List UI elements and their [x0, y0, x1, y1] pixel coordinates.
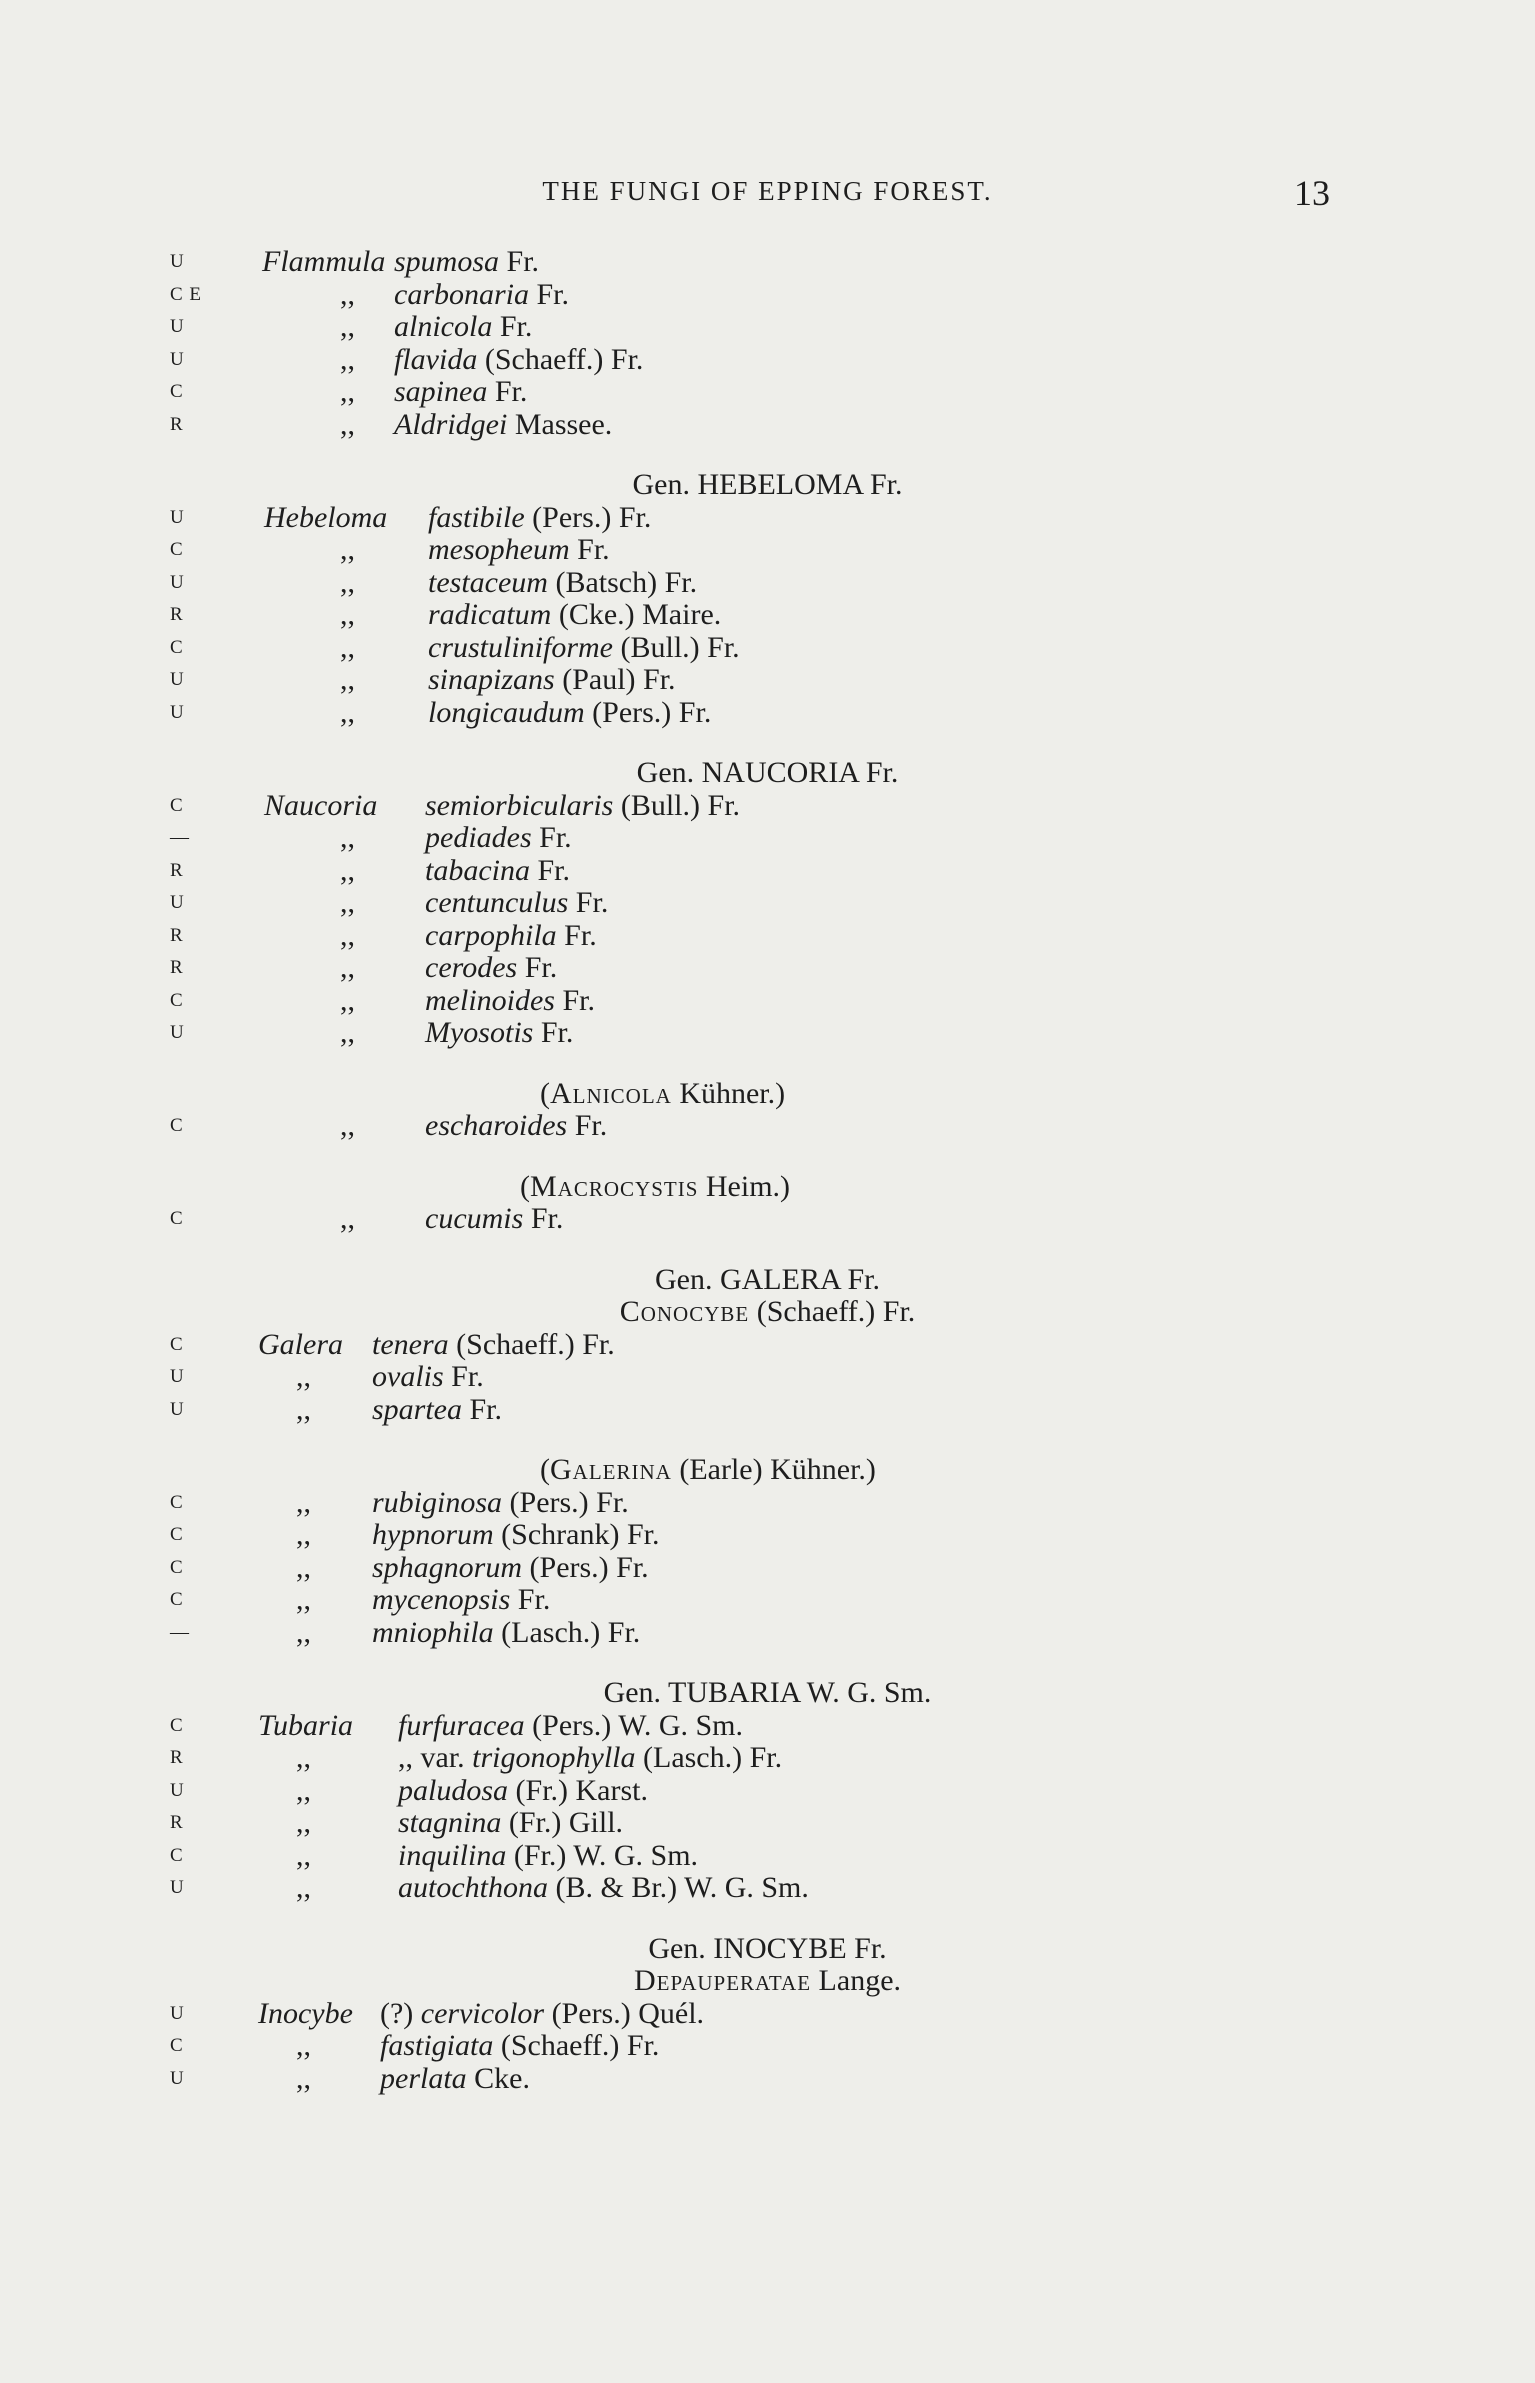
- genus-name: Flammula: [262, 245, 386, 278]
- ditto-mark: ,,: [296, 2029, 311, 2062]
- ditto-mark: ,,: [340, 310, 355, 343]
- species-list: [0, 246, 1535, 2095]
- species-epithet: spumosa: [394, 245, 500, 278]
- author-citation: (Bull.) Fr.: [620, 788, 741, 822]
- author-citation: (Paul) Fr.: [562, 663, 676, 696]
- species-entry: [0, 246, 1535, 279]
- frequency-code: C E: [170, 283, 203, 305]
- species-entry: [0, 790, 1535, 823]
- species-entry: [0, 1017, 1535, 1050]
- subgenus-name: Conocybe: [619, 1295, 750, 1328]
- genus-heading-line: [0, 1264, 1535, 1297]
- species-text: [398, 1710, 743, 1743]
- subgenus-heading: [0, 1965, 1535, 1998]
- author-citation: Fr.: [562, 983, 596, 1017]
- species-text: [398, 1807, 623, 1840]
- species-text: [394, 344, 643, 377]
- genus-heading: Gen. HEBELOMA Fr.: [632, 468, 903, 501]
- genus-heading-line: [0, 469, 1535, 502]
- species-epithet: perlata: [380, 2061, 467, 2095]
- species-text: [428, 632, 740, 665]
- frequency-code: U: [170, 1366, 185, 1387]
- author-citation: Fr.: [517, 1583, 551, 1616]
- section-gap: [0, 1236, 1535, 1264]
- subgenus-author: Lange.: [818, 1964, 902, 1997]
- species-epithet: melinoides: [425, 983, 555, 1017]
- ditto-mark: ,,: [340, 853, 355, 887]
- ditto-mark: ,,: [296, 1838, 311, 1872]
- species-entry: [0, 1807, 1535, 1840]
- genus-name: Inocybe: [258, 1996, 353, 2030]
- ditto-mark: ,,: [296, 1518, 311, 1551]
- species-entry: [0, 887, 1535, 920]
- species-entry: [0, 311, 1535, 344]
- species-epithet: sphagnorum: [372, 1550, 523, 1584]
- qualifier: (?): [380, 1996, 414, 2030]
- ditto-mark: ,,: [340, 886, 355, 919]
- ditto-mark: ,,: [340, 565, 355, 599]
- author-citation: Fr.: [574, 1109, 608, 1142]
- species-entry: [0, 822, 1535, 855]
- species-entry: [0, 1742, 1535, 1775]
- species-entry: [0, 1329, 1535, 1362]
- frequency-code: R: [170, 859, 184, 881]
- author-citation: (Lasch.) Fr.: [501, 1615, 641, 1649]
- author-citation: Fr.: [506, 245, 540, 278]
- species-text: [380, 2063, 530, 2096]
- ditto-mark: ,,: [340, 951, 355, 984]
- author-citation: Fr.: [499, 310, 533, 343]
- subgenus-heading-line: [0, 1078, 1535, 1111]
- running-head: THE FUNGI OF EPPING FOREST.: [542, 176, 993, 206]
- species-epithet: ovalis: [372, 1360, 444, 1393]
- species-text: [394, 279, 569, 312]
- section-gap: [0, 441, 1535, 469]
- species-entry: [0, 534, 1535, 567]
- ditto-mark: ,,: [340, 277, 355, 311]
- species-epithet: carpophila: [425, 918, 557, 952]
- species-entry: [0, 1710, 1535, 1743]
- author-citation: (Lasch.) Fr.: [643, 1741, 783, 1774]
- subgenus-heading-line: [0, 1965, 1535, 1998]
- frequency-code: U: [170, 348, 185, 370]
- species-entry: [0, 279, 1535, 312]
- author-citation: Fr.: [524, 951, 558, 984]
- genus-heading: Gen. INOCYBE Fr.: [648, 1931, 887, 1965]
- species-epithet: stagnina: [398, 1806, 502, 1839]
- species-entry: [0, 344, 1535, 377]
- author-citation: Cke.: [474, 2061, 530, 2095]
- author-citation: (Fr.) Gill.: [508, 1806, 624, 1839]
- frequency-code: U: [170, 506, 185, 528]
- subgenus-heading-line: [0, 1171, 1535, 1204]
- species-text: [394, 409, 612, 442]
- species-epithet: cervicolor: [420, 1996, 545, 2030]
- author-citation: Fr.: [575, 886, 609, 919]
- frequency-code: —: [170, 1621, 190, 1643]
- author-citation: (Schaeff.) Fr.: [500, 2029, 660, 2062]
- species-epithet: tabacina: [425, 853, 530, 887]
- species-text: [372, 1617, 640, 1650]
- ditto-mark: ,,: [296, 2061, 311, 2095]
- species-epithet: spartea: [372, 1392, 462, 1426]
- frequency-code: C: [170, 1115, 184, 1136]
- species-text: [428, 697, 711, 730]
- frequency-code: U: [170, 1398, 185, 1420]
- subgenus-heading-line: [0, 1454, 1535, 1487]
- species-epithet: mycenopsis: [372, 1583, 511, 1616]
- species-text: [372, 1487, 629, 1520]
- author-citation: (Batsch) Fr.: [555, 565, 698, 599]
- frequency-code: C: [170, 1844, 184, 1866]
- subgenus-name: Macrocystis: [530, 1169, 699, 1203]
- species-epithet: centunculus: [425, 886, 569, 919]
- page-number: 13: [1294, 173, 1330, 213]
- species-epithet: furfuracea: [398, 1708, 525, 1742]
- species-epithet: alnicola: [394, 310, 493, 343]
- species-text: [425, 790, 740, 823]
- species-epithet: cerodes: [425, 951, 518, 984]
- genus-name: Tubaria: [258, 1708, 354, 1742]
- section-gap: [0, 1143, 1535, 1171]
- author-citation: (Schaeff.) Fr.: [484, 342, 644, 376]
- frequency-code: U: [170, 2067, 185, 2089]
- frequency-code: C: [170, 539, 184, 560]
- frequency-code: C: [170, 636, 184, 658]
- author-citation: (B. & Br.) W. G. Sm.: [555, 1871, 809, 1904]
- species-entry: [0, 409, 1535, 442]
- species-text: [425, 887, 608, 920]
- species-epithet: trigonophylla: [472, 1741, 636, 1774]
- ditto-mark: ,,: [340, 630, 355, 664]
- frequency-code: R: [170, 924, 184, 946]
- species-text: [425, 985, 595, 1018]
- ditto-mark: ,,: [340, 983, 355, 1017]
- species-text: [425, 1110, 607, 1143]
- frequency-code: U: [170, 2002, 185, 2024]
- frequency-code: C: [170, 989, 184, 1011]
- ditto-mark: ,,: [340, 533, 355, 566]
- species-text: [372, 1329, 615, 1362]
- species-epithet: flavida: [394, 342, 478, 376]
- species-epithet: crustuliniforme: [428, 630, 613, 664]
- subgenus-name: Depauperatae: [633, 1964, 812, 1997]
- species-entry: [0, 952, 1535, 985]
- species-entry: [0, 1394, 1535, 1427]
- species-entry: [0, 1840, 1535, 1873]
- frequency-code: R: [170, 604, 184, 625]
- ditto-mark: ,,: [296, 1392, 311, 1426]
- species-entry: [0, 1519, 1535, 1552]
- species-epithet: carbonaria: [394, 277, 529, 311]
- ditto-mark: ,,: [340, 663, 355, 696]
- ditto-mark: ,,: [340, 342, 355, 376]
- species-entry: [0, 2063, 1535, 2096]
- species-epithet: Myosotis: [425, 1016, 534, 1049]
- frequency-code: R: [170, 1812, 184, 1833]
- genus-name: Naucoria: [264, 788, 378, 822]
- ditto-mark: ,,: [340, 1202, 355, 1235]
- frequency-code: U: [170, 701, 185, 723]
- species-text: [425, 855, 570, 888]
- species-entry: [0, 1998, 1535, 2031]
- species-text: [380, 1998, 704, 2031]
- frequency-code: R: [170, 957, 184, 978]
- species-text: [372, 1584, 550, 1617]
- frequency-code: C: [170, 1333, 184, 1355]
- author-citation: Massee.: [514, 407, 613, 441]
- species-text: [425, 1017, 573, 1050]
- frequency-code: —: [170, 827, 190, 848]
- species-entry: [0, 2030, 1535, 2063]
- author-citation: (Pers.) W. G. Sm.: [532, 1708, 744, 1742]
- species-entry: [0, 1872, 1535, 1905]
- species-text: [372, 1519, 659, 1552]
- frequency-code: C: [170, 1589, 184, 1610]
- species-text: [394, 246, 539, 279]
- author-citation: Fr.: [536, 277, 570, 311]
- species-entry: [0, 1361, 1535, 1394]
- species-text: [394, 376, 527, 409]
- frequency-code: R: [170, 413, 184, 435]
- species-epithet: fastibile: [428, 500, 525, 534]
- author-citation: (Fr.) Karst.: [515, 1773, 648, 1807]
- ditto-mark: ,,: [296, 1615, 311, 1649]
- species-entry: [0, 376, 1535, 409]
- frequency-code: C: [170, 1524, 184, 1545]
- author-citation: Fr.: [451, 1360, 484, 1393]
- frequency-code: C: [170, 1714, 184, 1736]
- frequency-code: U: [170, 571, 185, 593]
- species-epithet: sinapizans: [428, 663, 555, 696]
- species-text: [372, 1552, 649, 1585]
- author-citation: Fr.: [494, 375, 528, 408]
- section-gap: [0, 1426, 1535, 1454]
- author-citation: Fr.: [539, 821, 572, 854]
- author-citation: (Fr.) W. G. Sm.: [513, 1838, 699, 1872]
- frequency-code: C: [170, 2035, 184, 2056]
- author-citation: (Schaeff.) Fr.: [456, 1327, 615, 1361]
- frequency-code: U: [170, 1022, 185, 1043]
- genus-heading-line: [0, 1933, 1535, 1966]
- species-entry: [0, 985, 1535, 1018]
- species-entry: [0, 920, 1535, 953]
- frequency-code: U: [170, 669, 185, 690]
- species-entry: [0, 1552, 1535, 1585]
- ditto-mark: ,,: [296, 1741, 311, 1774]
- frequency-code: U: [170, 316, 185, 337]
- genus-heading-line: [0, 757, 1535, 790]
- ditto-mark: ,,: [340, 918, 355, 952]
- species-epithet: cucumis: [425, 1202, 524, 1235]
- species-entry: [0, 567, 1535, 600]
- ditto-mark: ,,: [340, 821, 355, 854]
- ditto-mark: ,,: [340, 407, 355, 441]
- species-entry: [0, 1110, 1535, 1143]
- species-entry: [0, 855, 1535, 888]
- author-citation: (Pers.) Fr.: [529, 1550, 649, 1584]
- genus-name: Galera: [258, 1327, 343, 1361]
- species-epithet: inquilina: [398, 1838, 507, 1872]
- species-text: [372, 1394, 502, 1427]
- species-epithet: radicatum: [428, 598, 552, 631]
- species-text: [428, 567, 697, 600]
- species-text: [398, 1775, 648, 1808]
- species-text: [398, 1872, 809, 1905]
- species-epithet: paludosa: [398, 1773, 509, 1807]
- species-epithet: mniophila: [372, 1615, 494, 1649]
- subgenus-author: Heim.): [705, 1169, 791, 1203]
- species-epithet: rubiginosa: [372, 1485, 503, 1519]
- species-text: [428, 664, 676, 697]
- ditto-mark: ,,: [340, 1109, 355, 1142]
- frequency-code: C: [170, 1208, 184, 1229]
- ditto-mark: ,,: [296, 1773, 311, 1807]
- ditto-mark: ,,: [340, 695, 355, 729]
- subgenus-name: Galerina: [550, 1453, 672, 1486]
- species-epithet: escharoides: [425, 1109, 568, 1142]
- frequency-code: C: [170, 1556, 184, 1578]
- section-gap: [0, 729, 1535, 757]
- subgenus-author: (Schaeff.) Fr.: [756, 1295, 916, 1328]
- author-citation: Fr.: [577, 533, 610, 566]
- species-epithet: sapinea: [394, 375, 488, 408]
- frequency-code: R: [170, 1747, 184, 1768]
- species-entry: [0, 664, 1535, 697]
- species-entry: [0, 697, 1535, 730]
- species-entry: [0, 1203, 1535, 1236]
- species-text: [425, 822, 572, 855]
- species-epithet: pediades: [425, 821, 532, 854]
- species-text: [380, 2030, 659, 2063]
- subgenus-heading: (Alnicola Kühner.): [540, 1076, 786, 1110]
- species-text: [372, 1361, 484, 1394]
- species-text: [428, 599, 721, 632]
- author-citation: (Pers.) Quél.: [551, 1996, 705, 2030]
- ditto-mark: ,,: [296, 1550, 311, 1584]
- variety-label: var.: [420, 1741, 465, 1774]
- subgenus-heading: [0, 1296, 1535, 1329]
- species-epithet: semiorbicularis: [425, 788, 614, 822]
- species-epithet: longicaudum: [428, 695, 585, 729]
- subgenus-author: Kühner.): [679, 1076, 786, 1110]
- species-entry: [0, 1584, 1535, 1617]
- frequency-code: U: [170, 251, 185, 272]
- frequency-code: C: [170, 1491, 184, 1513]
- author-citation: (Pers.) Fr.: [509, 1485, 629, 1519]
- author-citation: Fr.: [537, 853, 571, 887]
- species-epithet: testaceum: [428, 565, 548, 599]
- ditto-mark: ,,: [296, 1806, 311, 1839]
- frequency-code: U: [170, 1779, 185, 1801]
- author-citation: (Cke.) Maire.: [558, 598, 722, 631]
- ditto-mark: ,,: [340, 1016, 355, 1049]
- species-epithet: Aldridgei: [394, 407, 508, 441]
- author-citation: (Pers.) Fr.: [592, 695, 712, 729]
- species-entry: [0, 632, 1535, 665]
- species-entry: [0, 1775, 1535, 1808]
- species-text: [425, 952, 557, 985]
- frequency-code: C: [170, 794, 184, 816]
- frequency-code: C: [170, 381, 184, 402]
- genus-heading: Gen. NAUCORIA Fr.: [636, 756, 899, 789]
- species-text: [398, 1840, 698, 1873]
- frequency-code: U: [170, 892, 185, 913]
- author-citation: Fr.: [540, 1016, 574, 1049]
- species-epithet: hypnorum: [372, 1518, 494, 1551]
- species-entry: [0, 1487, 1535, 1520]
- species-text: [428, 502, 651, 535]
- ditto-mark: ,,: [296, 1871, 311, 1904]
- species-text: [398, 1742, 782, 1775]
- species-epithet: fastigiata: [380, 2029, 494, 2062]
- author-citation: (Pers.) Fr.: [532, 500, 652, 534]
- section-gap: [0, 1905, 1535, 1933]
- subgenus-author: (Earle) Kühner.): [679, 1453, 876, 1486]
- author-citation: Fr.: [564, 918, 597, 952]
- species-entry: [0, 599, 1535, 632]
- section-gap: [0, 1649, 1535, 1677]
- species-epithet: tenera: [372, 1327, 449, 1361]
- ditto-mark: ,,: [398, 1741, 413, 1774]
- section-gap: [0, 1050, 1535, 1078]
- species-entry: [0, 1617, 1535, 1650]
- genus-heading: Gen. GALERA Fr.: [655, 1262, 880, 1296]
- species-epithet: mesopheum: [428, 533, 570, 566]
- frequency-code: U: [170, 1877, 185, 1898]
- subgenus-heading: (Galerina (Earle) Kühner.): [540, 1453, 876, 1486]
- ditto-mark: ,,: [340, 375, 355, 408]
- ditto-mark: ,,: [296, 1485, 311, 1519]
- species-text: [425, 1203, 563, 1236]
- genus-heading-line: [0, 1677, 1535, 1710]
- author-citation: Fr.: [469, 1392, 503, 1426]
- genus-heading: Gen. TUBARIA W. G. Sm.: [603, 1676, 932, 1709]
- author-citation: Fr.: [530, 1202, 564, 1235]
- subgenus-heading: (Macrocystis Heim.): [520, 1169, 791, 1203]
- species-epithet: autochthona: [398, 1871, 548, 1904]
- ditto-mark: ,,: [296, 1360, 311, 1393]
- species-text: [394, 311, 532, 344]
- subgenus-heading-line: [0, 1296, 1535, 1329]
- subgenus-name: Alnicola: [550, 1076, 672, 1110]
- ditto-mark: ,,: [340, 598, 355, 631]
- species-text: [428, 534, 610, 567]
- author-citation: (Bull.) Fr.: [620, 630, 740, 664]
- ditto-mark: ,,: [296, 1583, 311, 1616]
- genus-name: Hebeloma: [264, 500, 388, 534]
- author-citation: (Schrank) Fr.: [501, 1518, 660, 1551]
- species-text: [425, 920, 597, 953]
- species-entry: [0, 502, 1535, 535]
